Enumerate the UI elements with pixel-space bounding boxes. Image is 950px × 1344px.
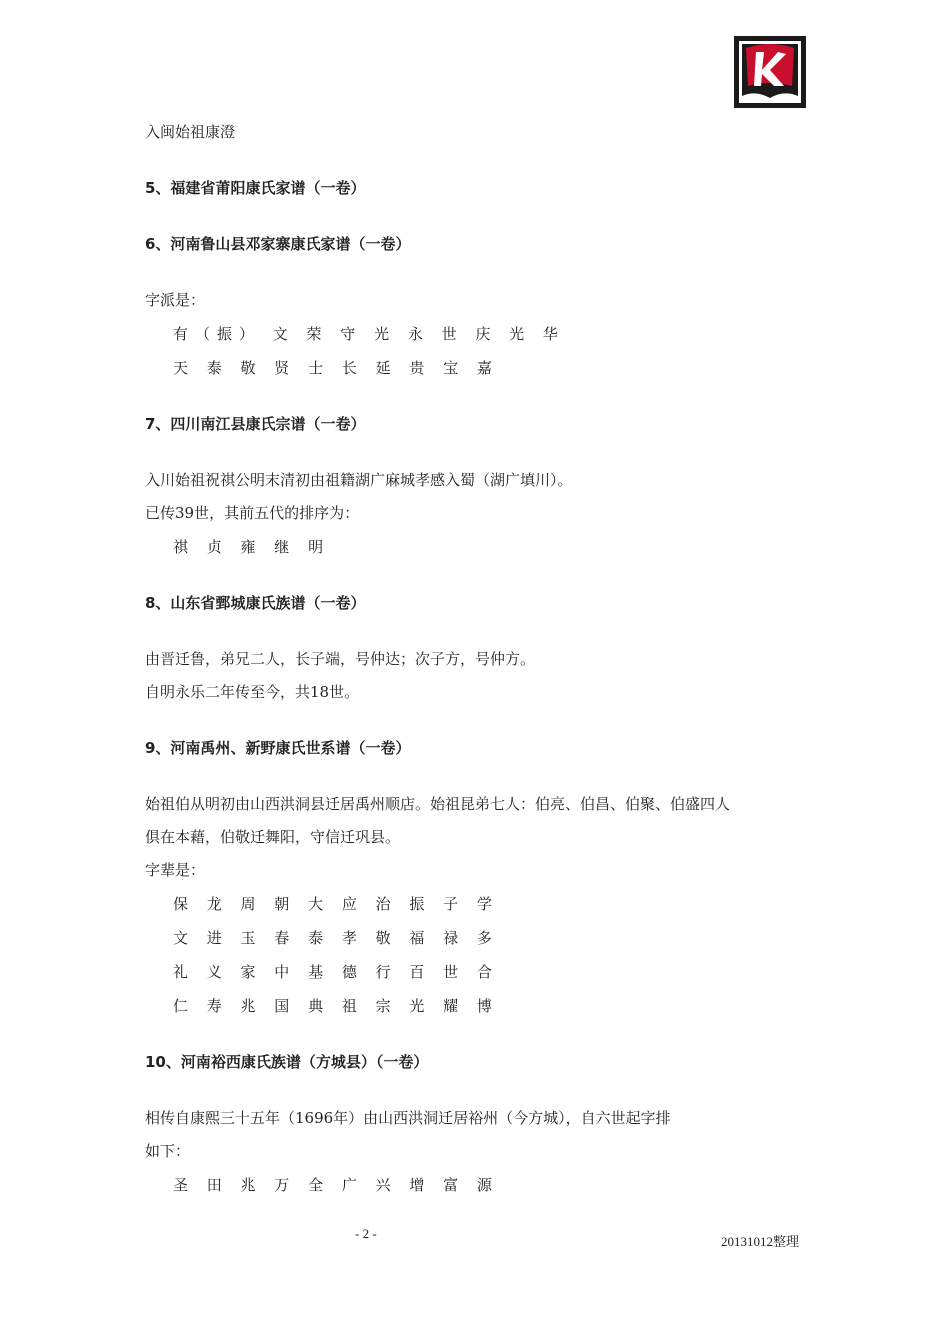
section-heading: 9、河南禹州、新野康氏世系谱（一卷）	[145, 739, 411, 757]
generation-line: 文 进 玉 春 泰 孝 敬 福 禄 多	[173, 929, 499, 947]
paragraph: 字派是：	[145, 291, 206, 309]
paragraph: 始祖伯从明初由山西洪洞县迁居禹州顺店。始祖昆弟七人：伯亮、伯昌、伯聚、伯盛四人	[145, 795, 731, 813]
section-7	[145, 414, 825, 557]
generation-line: 圣 田 兆 万 全 广 兴 增 富 源	[173, 1176, 499, 1194]
generation-line: 保 龙 周 朝 大 应 治 振 子 学	[173, 895, 499, 913]
section-10	[145, 1052, 825, 1195]
generation-line: 有（振） 文 荣 守 光 永 世 庆 光 华	[173, 325, 565, 343]
section-8	[145, 593, 825, 702]
generation-line: 天 泰 敬 贤 士 长 延 贵 宝 嘉	[173, 359, 499, 377]
generation-line: 礼 义 家 中 基 德 行 百 世 合	[173, 963, 499, 981]
section-9	[145, 738, 825, 1016]
section-heading: 5、福建省莆阳康氏家谱（一卷）	[145, 179, 366, 197]
generation-line: 仁 寿 兆 国 典 祖 宗 光 耀 博	[173, 997, 499, 1015]
section-heading: 10、河南裕西康氏族谱（方城县）（一卷）	[145, 1053, 429, 1071]
intro-line: 入闽始祖康澄	[145, 123, 236, 141]
paragraph: 字辈是：	[145, 861, 206, 879]
generation-line: 祺 贞 雍 继 明	[173, 538, 331, 556]
page-number: - 2 -	[355, 1226, 377, 1241]
section-6	[145, 234, 825, 378]
logo-k-icon	[734, 36, 806, 108]
paragraph: 已传39世，其前五代的排序为：	[145, 504, 360, 522]
section-heading: 7、四川南江县康氏宗谱（一卷）	[145, 415, 366, 433]
date-note: 20131012整理	[721, 1234, 800, 1249]
paragraph: 入川始祖祝祺公明末清初由祖籍湖广麻城孝感入蜀（湖广填川）。	[145, 471, 573, 489]
paragraph: 由晋迁鲁，弟兄二人，长子端，号仲达；次子方，号仲方。	[145, 650, 536, 668]
section-heading: 6、河南鲁山县邓家寨康氏家谱（一卷）	[145, 235, 411, 253]
document-body	[145, 122, 825, 1195]
section-5	[145, 178, 825, 198]
paragraph: 如下：	[145, 1142, 191, 1160]
paragraph: 俱在本藉，伯敬迁舞阳，守信迁巩县。	[145, 828, 401, 846]
paragraph: 相传自康熙三十五年（1696年）由山西洪洞迁居裕州（今方城），自六世起字排	[145, 1109, 671, 1127]
paragraph: 自明永乐二年传至今，共18世。	[145, 683, 360, 701]
section-heading: 8、山东省鄄城康氏族谱（一卷）	[145, 594, 366, 612]
